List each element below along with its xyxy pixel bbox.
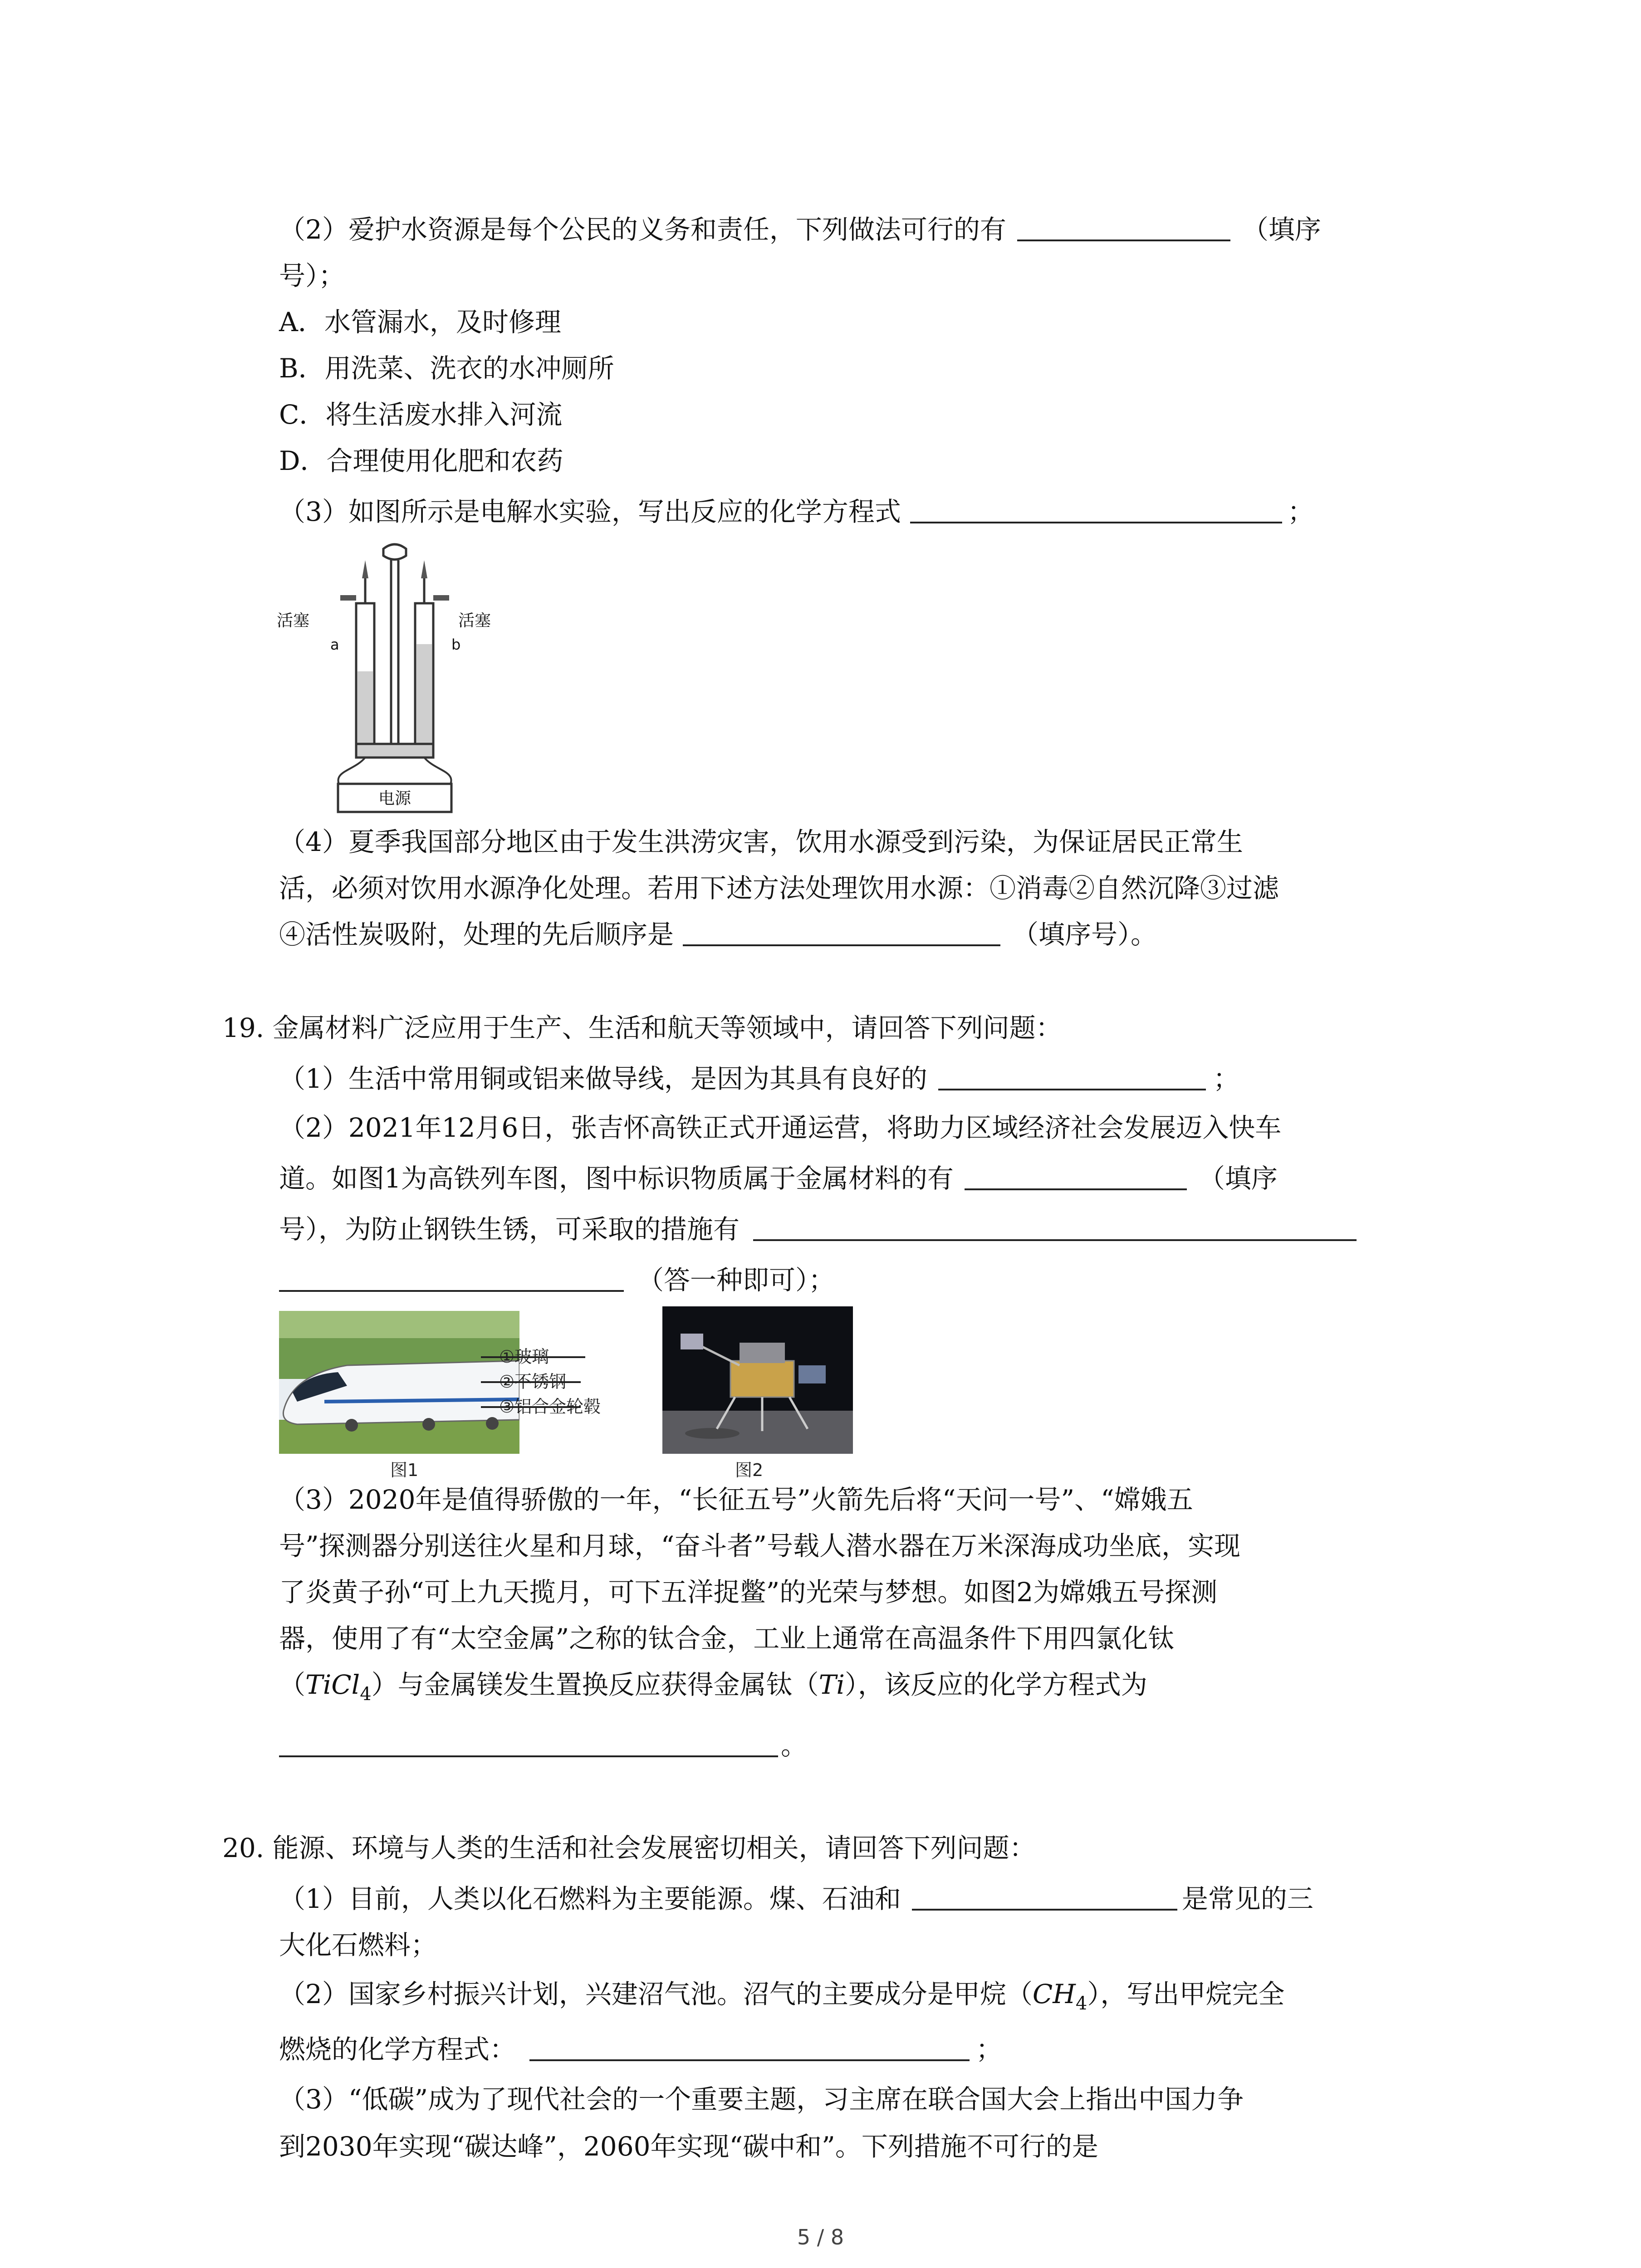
lunar-probe-figure: [662, 1306, 853, 1454]
q18-option-c: C．将生活废水排入河流: [279, 399, 563, 430]
left-valve-label: 活塞: [277, 611, 310, 630]
electrode-a-label: a: [330, 636, 339, 653]
q20-part3-line1: （3）“低碳”成为了现代社会的一个重要主题，习主席在联合国大会上指出中国力争: [279, 2084, 1244, 2115]
q18-part4-line2: 活，必须对饮用水源净化处理。若用下述方法处理饮用水源：①消毒②自然沉降③过滤: [279, 873, 1279, 904]
page-number: 5 / 8: [797, 2225, 844, 2249]
q19-part2-line3: 号），为防止钢铁生锈，可采取的措施有: [279, 1212, 1357, 1246]
q18-part4-line3: ④活性炭吸附，处理的先后顺序是 （填序号）。: [279, 919, 1157, 950]
q19-part3-line2: 号”探测器分别送往火星和月球，“奋斗者”号载人潜水器在万米深海成功坐底，实现: [279, 1530, 1240, 1561]
electrolysis-apparatus-figure: [277, 535, 513, 816]
q19-part2-line1: （2）2021年12月6日，张吉怀高铁正式开通运营，将助力区域经济社会发展迈入快车: [279, 1112, 1282, 1143]
fig1-label-glass: ①玻璃: [499, 1347, 549, 1367]
q20-part1: （1）目前，人类以化石燃料为主要能源。煤、石油和 是常见的三: [279, 1883, 1313, 1914]
answer-blank[interactable]: [938, 1062, 1206, 1090]
q19-part2-line2: 道。如图1为高铁列车图，图中标识物质属于金属材料的有 （填序: [279, 1163, 1278, 1194]
fig2-caption: 图2: [735, 1460, 764, 1480]
answer-blank[interactable]: [279, 1729, 778, 1757]
q18-part2-line1: （2）爱护水资源是每个公民的义务和责任，下列做法可行的有 （填序: [279, 214, 1321, 245]
q20-part1-line2: 大化石燃料；: [279, 1930, 437, 1960]
answer-blank[interactable]: [912, 1882, 1177, 1911]
answer-blank[interactable]: [965, 1162, 1187, 1190]
q19-stem: 19. 金属材料广泛应用于生产、生活和航天等领域中，请回答下列问题：: [222, 1012, 1062, 1043]
answer-blank[interactable]: [529, 2033, 970, 2061]
answer-blank[interactable]: [683, 918, 1000, 946]
q18-part2-line2: 号）；: [279, 260, 345, 291]
fig1-label-stainless-steel: ②不锈钢: [499, 1372, 567, 1392]
q19-part3-line6: 。: [279, 1728, 807, 1763]
fig1-label-aluminum-wheel: ③铝合金轮毂: [499, 1397, 601, 1417]
q19-part3-line5: （TiCl$_4$）与金属镁发生置换反应获得金属钛（Ti），该反应的化学方程式为: [279, 1669, 1147, 1705]
power-label: 电源: [378, 789, 411, 808]
answer-blank[interactable]: [279, 1264, 624, 1292]
fig1-caption: 图1: [390, 1460, 419, 1480]
q19-part3-line1: （3）2020年是值得骄傲的一年，“长征五号”火箭先后将“天问一号”、“嫦娥五: [279, 1484, 1193, 1515]
q18-part3: （3）如图所示是电解水实验，写出反应的化学方程式 ；: [279, 496, 1314, 527]
q18-option-b: B．用洗菜、洗衣的水冲厕所: [279, 353, 614, 384]
q18-option-d: D．合理使用化肥和农药: [279, 445, 563, 476]
q18-option-a: A．水管漏水，及时修理: [279, 307, 561, 337]
answer-blank[interactable]: [1017, 213, 1230, 241]
answer-blank[interactable]: [753, 1213, 1357, 1241]
q20-part3-line2: 到2030年实现“碳达峰”，2060年实现“碳中和”。下列措施不可行的是: [279, 2131, 1098, 2162]
q20-stem: 20. 能源、环境与人类的生活和社会发展密切相关，请回答下列问题：: [222, 1833, 1036, 1863]
q19-part1: （1）生活中常用铜或铝来做导线，是因为其具有良好的 ；: [279, 1063, 1239, 1094]
right-valve-label: 活塞: [458, 611, 491, 630]
q19-part2-line4: （答一种即可）；: [279, 1263, 835, 1297]
q20-part2-line2: 燃烧的化学方程式： ；: [279, 2034, 1003, 2065]
q18-part4-line1: （4）夏季我国部分地区由于发生洪涝灾害，饮用水源受到污染，为保证居民正常生: [279, 826, 1243, 857]
q20-part2: （2）国家乡村振兴计划，兴建沼气池。沼气的主要成分是甲烷$(CH_4)$，写出甲烷完全: [279, 1979, 1285, 2014]
answer-blank[interactable]: [910, 495, 1282, 523]
q19-part3-line4: 器，使用了有“太空金属”之称的钛合金，工业上通常在高温条件下用四氯化钛: [279, 1623, 1175, 1654]
electrode-b-label: b: [451, 636, 461, 653]
q19-part3-line3: 了炎黄子孙“可上九天揽月，可下五洋捉鳖”的光荣与梦想。如图2为嫦娥五号探测: [279, 1577, 1218, 1608]
